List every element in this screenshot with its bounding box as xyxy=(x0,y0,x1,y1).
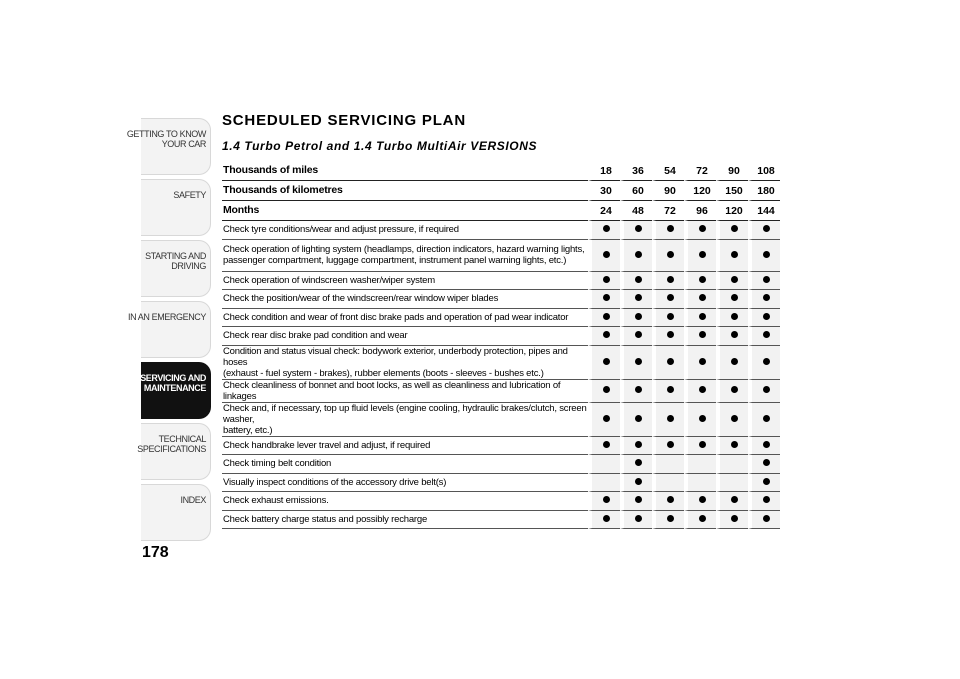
schedule-cell xyxy=(716,455,748,474)
scheduled-dot-icon xyxy=(635,251,642,258)
schedule-cell xyxy=(684,309,716,328)
service-task-text: Check exhaust emissions. xyxy=(223,495,329,507)
scheduled-dot-icon xyxy=(763,496,770,503)
schedule-cell xyxy=(748,403,780,437)
schedule-cell xyxy=(588,221,620,240)
scheduled-dot-icon xyxy=(635,313,642,320)
service-task xyxy=(222,474,588,493)
scheduled-dot-icon xyxy=(635,415,642,422)
interval-value: 18 xyxy=(588,161,620,181)
schedule-cell xyxy=(652,511,684,530)
schedule-cell xyxy=(620,327,652,346)
chapter-tab[interactable] xyxy=(141,362,211,419)
chapter-tab-label: INDEX xyxy=(180,495,206,505)
scheduled-dot-icon xyxy=(603,276,610,283)
scheduled-dot-icon xyxy=(763,313,770,320)
service-task-text: Check the position/wear of the windscreen/rear window wiper blades xyxy=(223,293,499,305)
scheduled-dot-icon xyxy=(635,386,642,393)
table-row xyxy=(222,380,780,403)
scheduled-dot-icon xyxy=(699,386,706,393)
scheduled-dot-icon xyxy=(763,276,770,283)
scheduled-dot-icon xyxy=(763,251,770,258)
table-row xyxy=(222,346,780,380)
service-task-text: Check operation of lighting system (headlamps, direction indicators, hazard warning lights, xyxy=(223,244,585,255)
scheduled-dot-icon xyxy=(699,294,706,301)
schedule-cell xyxy=(684,240,716,272)
schedule-cell xyxy=(652,380,684,403)
schedule-cell xyxy=(588,492,620,511)
schedule-cell xyxy=(620,346,652,380)
schedule-cell xyxy=(588,511,620,530)
service-task xyxy=(222,403,588,437)
scheduled-dot-icon xyxy=(731,331,738,338)
schedule-cell xyxy=(716,380,748,403)
interval-value: 60 xyxy=(620,181,652,201)
scheduled-dot-icon xyxy=(667,386,674,393)
scheduled-dot-icon xyxy=(667,496,674,503)
interval-header-row xyxy=(222,201,780,221)
schedule-cell xyxy=(684,272,716,291)
schedule-cell xyxy=(684,403,716,437)
scheduled-dot-icon xyxy=(731,496,738,503)
schedule-cell xyxy=(620,474,652,493)
service-task-text: Check rear disc brake pad condition and wear xyxy=(223,330,408,342)
service-task-text: Check tyre conditions/wear and adjust pressure, if required xyxy=(223,224,459,236)
service-task-text: Condition and status visual check: bodywork exterior, underbody protection, pipes and hoses xyxy=(223,345,568,368)
service-task-text: Visually inspect conditions of the accessory drive belt(s) xyxy=(223,476,447,488)
scheduled-dot-icon xyxy=(603,415,610,422)
schedule-cell xyxy=(748,272,780,291)
schedule-cell xyxy=(620,272,652,291)
schedule-cell xyxy=(652,272,684,291)
scheduled-dot-icon xyxy=(699,515,706,522)
servicing-table xyxy=(222,161,780,529)
schedule-cell xyxy=(588,437,620,456)
scheduled-dot-icon xyxy=(731,415,738,422)
scheduled-dot-icon xyxy=(731,515,738,522)
scheduled-dot-icon xyxy=(699,358,706,365)
service-task-text: Check operation of windscreen washer/wiper system xyxy=(223,274,435,286)
scheduled-dot-icon xyxy=(699,331,706,338)
scheduled-dot-icon xyxy=(603,515,610,522)
table-row xyxy=(222,240,780,272)
scheduled-dot-icon xyxy=(635,331,642,338)
service-task-text: passenger compartment, luggage compartment, instrument panel warning lights, etc.) xyxy=(223,255,567,266)
service-task xyxy=(222,272,588,291)
interval-value: 96 xyxy=(684,201,716,221)
interval-value: 144 xyxy=(748,201,780,221)
table-row xyxy=(222,327,780,346)
schedule-cell xyxy=(748,240,780,272)
scheduled-dot-icon xyxy=(635,478,642,485)
scheduled-dot-icon xyxy=(699,415,706,422)
schedule-cell xyxy=(716,346,748,380)
service-task-text: Check battery charge status and possibly recharge xyxy=(223,513,428,525)
chapter-tab-label: SERVICING AND xyxy=(140,373,206,383)
scheduled-dot-icon xyxy=(731,294,738,301)
schedule-cell xyxy=(716,403,748,437)
table-row xyxy=(222,492,780,511)
scheduled-dot-icon xyxy=(635,294,642,301)
interval-value: 90 xyxy=(652,181,684,201)
schedule-cell xyxy=(652,437,684,456)
schedule-cell xyxy=(684,327,716,346)
schedule-cell xyxy=(748,309,780,328)
schedule-cell xyxy=(716,272,748,291)
scheduled-dot-icon xyxy=(603,386,610,393)
schedule-cell xyxy=(652,346,684,380)
scheduled-dot-icon xyxy=(699,441,706,448)
chapter-tab-label: TECHNICAL xyxy=(158,434,206,444)
interval-value: 36 xyxy=(620,161,652,181)
schedule-cell xyxy=(716,290,748,309)
schedule-cell xyxy=(716,474,748,493)
scheduled-dot-icon xyxy=(699,313,706,320)
scheduled-dot-icon xyxy=(763,331,770,338)
schedule-cell xyxy=(748,290,780,309)
scheduled-dot-icon xyxy=(635,225,642,232)
service-task xyxy=(222,290,588,309)
schedule-cell xyxy=(588,403,620,437)
schedule-cell xyxy=(684,511,716,530)
schedule-cell xyxy=(588,455,620,474)
scheduled-dot-icon xyxy=(763,459,770,466)
schedule-cell xyxy=(716,309,748,328)
chapter-tab-label: SPECIFICATIONS xyxy=(137,444,206,454)
interval-value: 30 xyxy=(588,181,620,201)
scheduled-dot-icon xyxy=(763,441,770,448)
schedule-cell xyxy=(684,455,716,474)
schedule-cell xyxy=(684,474,716,493)
scheduled-dot-icon xyxy=(763,294,770,301)
schedule-cell xyxy=(588,240,620,272)
table-row xyxy=(222,403,780,437)
service-task-text: Check handbrake lever travel and adjust, if required xyxy=(223,439,431,451)
schedule-cell xyxy=(588,327,620,346)
page-title: SCHEDULED SERVICING PLAN xyxy=(222,112,466,129)
table-row xyxy=(222,221,780,240)
page-number: 178 xyxy=(142,544,169,561)
interval-label: Months xyxy=(222,201,588,221)
service-task xyxy=(222,309,588,328)
schedule-cell xyxy=(620,492,652,511)
schedule-cell xyxy=(620,380,652,403)
chapter-tab[interactable] xyxy=(126,118,211,175)
service-task-text: Check cleanliness of bonnet and boot locks, as well as cleanliness and lubrication of linkages xyxy=(223,379,561,402)
schedule-cell xyxy=(716,327,748,346)
scheduled-dot-icon xyxy=(763,358,770,365)
schedule-cell xyxy=(748,492,780,511)
service-task xyxy=(222,492,588,511)
schedule-cell xyxy=(684,290,716,309)
schedule-cell xyxy=(588,474,620,493)
scheduled-dot-icon xyxy=(667,294,674,301)
schedule-cell xyxy=(620,511,652,530)
interval-value: 24 xyxy=(588,201,620,221)
chapter-tab[interactable] xyxy=(141,240,211,297)
scheduled-dot-icon xyxy=(731,441,738,448)
scheduled-dot-icon xyxy=(731,276,738,283)
scheduled-dot-icon xyxy=(731,386,738,393)
table-row xyxy=(222,511,780,530)
interval-label: Thousands of kilometres xyxy=(222,181,588,201)
service-task-text: battery, etc.) xyxy=(223,424,273,436)
interval-value: 150 xyxy=(716,181,748,201)
scheduled-dot-icon xyxy=(731,251,738,258)
schedule-cell xyxy=(684,492,716,511)
service-task-text: (exhaust - fuel system - brakes), rubber elements (boots - sleeves - bushes etc.) xyxy=(223,367,544,379)
chapter-tab[interactable] xyxy=(137,423,211,480)
table-row xyxy=(222,474,780,493)
table-row xyxy=(222,290,780,309)
schedule-cell xyxy=(620,290,652,309)
schedule-cell xyxy=(748,380,780,403)
interval-value: 48 xyxy=(620,201,652,221)
schedule-cell xyxy=(652,221,684,240)
schedule-cell xyxy=(652,327,684,346)
chapter-tab-label: MAINTENANCE xyxy=(143,383,206,393)
scheduled-dot-icon xyxy=(763,225,770,232)
schedule-cell xyxy=(716,492,748,511)
interval-header-row xyxy=(222,161,780,181)
scheduled-dot-icon xyxy=(635,459,642,466)
schedule-cell xyxy=(620,455,652,474)
chapter-tab-label: SAFETY xyxy=(173,190,206,200)
schedule-cell xyxy=(620,240,652,272)
scheduled-dot-icon xyxy=(667,415,674,422)
scheduled-dot-icon xyxy=(603,358,610,365)
table-row xyxy=(222,309,780,328)
scheduled-dot-icon xyxy=(699,251,706,258)
schedule-cell xyxy=(652,403,684,437)
scheduled-dot-icon xyxy=(603,313,610,320)
service-task xyxy=(222,327,588,346)
schedule-cell xyxy=(620,309,652,328)
chapter-tab-label: STARTING AND xyxy=(145,251,206,261)
interval-value: 90 xyxy=(716,161,748,181)
scheduled-dot-icon xyxy=(603,331,610,338)
chapter-tab-label: YOUR CAR xyxy=(161,139,206,149)
scheduled-dot-icon xyxy=(763,386,770,393)
scheduled-dot-icon xyxy=(763,515,770,522)
service-task xyxy=(222,437,588,456)
schedule-cell xyxy=(684,221,716,240)
section-subtitle: 1.4 Turbo Petrol and 1.4 Turbo MultiAir VERSIONS xyxy=(222,139,538,153)
service-task xyxy=(222,380,588,403)
schedule-cell xyxy=(652,455,684,474)
service-task-text: Check and, if necessary, top up fluid levels (engine cooling, hydraulic brakes/clutch, screen washer, xyxy=(223,402,587,425)
schedule-cell xyxy=(652,492,684,511)
scheduled-dot-icon xyxy=(603,294,610,301)
schedule-cell xyxy=(748,221,780,240)
schedule-cell xyxy=(716,437,748,456)
chapter-tab-label: GETTING TO KNOW xyxy=(126,129,206,139)
chapter-tab[interactable] xyxy=(127,301,211,358)
schedule-cell xyxy=(748,437,780,456)
chapter-tab-label: DRIVING xyxy=(171,261,206,271)
service-task xyxy=(222,240,588,272)
service-task xyxy=(222,221,588,240)
schedule-cell xyxy=(620,221,652,240)
interval-value: 108 xyxy=(748,161,780,181)
schedule-cell xyxy=(652,240,684,272)
schedule-cell xyxy=(652,290,684,309)
interval-label: Thousands of miles xyxy=(222,161,588,181)
schedule-cell xyxy=(588,380,620,403)
schedule-cell xyxy=(620,403,652,437)
interval-value: 180 xyxy=(748,181,780,201)
schedule-cell xyxy=(684,437,716,456)
service-task-text: Check timing belt condition xyxy=(223,458,332,470)
chapter-tab[interactable] xyxy=(141,179,211,236)
scheduled-dot-icon xyxy=(699,276,706,283)
scheduled-dot-icon xyxy=(667,358,674,365)
scheduled-dot-icon xyxy=(667,276,674,283)
schedule-cell xyxy=(748,327,780,346)
schedule-cell xyxy=(588,290,620,309)
interval-value: 120 xyxy=(684,181,716,201)
scheduled-dot-icon xyxy=(667,251,674,258)
service-task xyxy=(222,455,588,474)
scheduled-dot-icon xyxy=(603,496,610,503)
scheduled-dot-icon xyxy=(699,496,706,503)
scheduled-dot-icon xyxy=(603,225,610,232)
scheduled-dot-icon xyxy=(667,313,674,320)
scheduled-dot-icon xyxy=(731,225,738,232)
schedule-cell xyxy=(652,474,684,493)
chapter-tab-label: IN AN EMERGENCY xyxy=(127,312,206,322)
service-task-text: Check condition and wear of front disc brake pads and operation of pad wear indicator xyxy=(223,311,569,323)
scheduled-dot-icon xyxy=(635,441,642,448)
scheduled-dot-icon xyxy=(699,225,706,232)
scheduled-dot-icon xyxy=(667,441,674,448)
schedule-cell xyxy=(748,455,780,474)
scheduled-dot-icon xyxy=(635,515,642,522)
scheduled-dot-icon xyxy=(635,496,642,503)
schedule-cell xyxy=(748,511,780,530)
scheduled-dot-icon xyxy=(635,276,642,283)
scheduled-dot-icon xyxy=(763,415,770,422)
scheduled-dot-icon xyxy=(667,331,674,338)
schedule-cell xyxy=(588,346,620,380)
schedule-cell xyxy=(588,272,620,291)
service-task xyxy=(222,346,588,380)
scheduled-dot-icon xyxy=(667,515,674,522)
schedule-cell xyxy=(588,309,620,328)
schedule-cell xyxy=(620,437,652,456)
chapter-sidebar xyxy=(126,118,211,545)
interval-value: 72 xyxy=(684,161,716,181)
schedule-cell xyxy=(684,346,716,380)
chapter-tab[interactable] xyxy=(141,484,211,541)
scheduled-dot-icon xyxy=(763,478,770,485)
interval-value: 54 xyxy=(652,161,684,181)
scheduled-dot-icon xyxy=(635,358,642,365)
schedule-cell xyxy=(748,474,780,493)
scheduled-dot-icon xyxy=(603,251,610,258)
scheduled-dot-icon xyxy=(731,313,738,320)
table-row xyxy=(222,455,780,474)
schedule-cell xyxy=(748,346,780,380)
scheduled-dot-icon xyxy=(731,358,738,365)
schedule-cell xyxy=(652,309,684,328)
interval-value: 120 xyxy=(716,201,748,221)
schedule-cell xyxy=(684,380,716,403)
interval-value: 72 xyxy=(652,201,684,221)
schedule-cell xyxy=(716,221,748,240)
schedule-cell xyxy=(716,240,748,272)
table-row xyxy=(222,272,780,291)
schedule-cell xyxy=(716,511,748,530)
scheduled-dot-icon xyxy=(603,441,610,448)
interval-header-row xyxy=(222,181,780,201)
service-task xyxy=(222,511,588,530)
table-row xyxy=(222,437,780,456)
scheduled-dot-icon xyxy=(667,225,674,232)
